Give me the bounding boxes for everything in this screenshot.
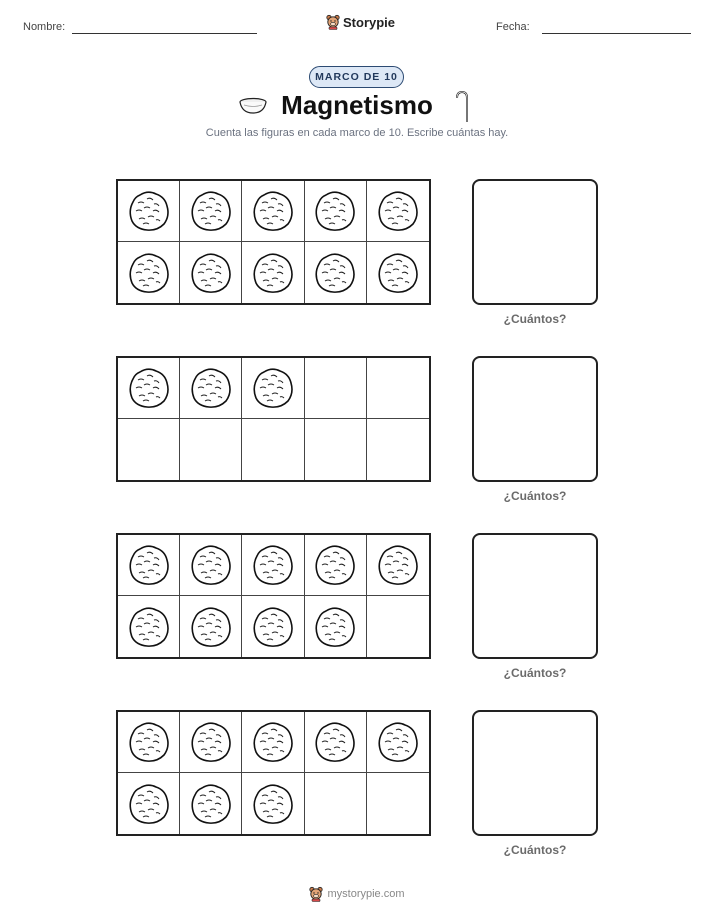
frame-cell: [305, 535, 367, 596]
storypie-bear-icon: [309, 886, 323, 902]
rock-icon: [189, 720, 233, 764]
frame-cell: [305, 712, 367, 773]
frame-cell: [242, 773, 304, 834]
rock-icon: [313, 251, 357, 295]
page-title: Magnetismo: [281, 90, 433, 120]
ten-frame-1: [116, 179, 431, 305]
rock-icon: [251, 366, 295, 410]
frame-cell: [180, 419, 242, 480]
rock-icon: [251, 782, 295, 826]
rock-icon: [251, 251, 295, 295]
rock-icon: [189, 605, 233, 649]
frame-cell: [367, 358, 429, 419]
frame-cell: [118, 358, 180, 419]
frame-cell: [367, 181, 429, 242]
rock-icon: [313, 189, 357, 233]
frame-cell: [180, 712, 242, 773]
name-label: Nombre:: [23, 21, 66, 33]
frame-cell: [367, 712, 429, 773]
rock-icon: [127, 251, 171, 295]
frame-cell: [118, 712, 180, 773]
rock-icon: [127, 366, 171, 410]
brand-logo: [326, 14, 395, 30]
frame-cell: [305, 596, 367, 657]
frame-cell: [242, 535, 304, 596]
rock-icon: [313, 543, 357, 587]
worksheet-badge: MARCO DE 10: [309, 66, 404, 88]
rock-icon: [313, 605, 357, 649]
rock-icon: [251, 543, 295, 587]
frame-cell: [242, 596, 304, 657]
frame-cell: [305, 181, 367, 242]
rock-icon: [313, 720, 357, 764]
frame-cell: [118, 535, 180, 596]
frame-cell: [305, 773, 367, 834]
frame-cell: [242, 712, 304, 773]
answer-box-1[interactable]: [472, 179, 598, 305]
rock-icon: [251, 189, 295, 233]
rock-icon: [376, 543, 420, 587]
name-line[interactable]: [72, 33, 257, 34]
question-label-2: ¿Cuántos?: [503, 489, 567, 503]
rock-icon: [189, 543, 233, 587]
footer: [0, 886, 714, 902]
footer-url: mystorypie.com: [327, 888, 405, 900]
frame-cell: [242, 358, 304, 419]
question-label-4: ¿Cuántos?: [503, 843, 567, 857]
frame-cell: [367, 242, 429, 303]
answer-box-2[interactable]: [472, 356, 598, 482]
frame-cell: [242, 181, 304, 242]
date-line[interactable]: [542, 33, 691, 34]
frame-cell: [118, 419, 180, 480]
answer-box-4[interactable]: [472, 710, 598, 836]
answer-box-3[interactable]: [472, 533, 598, 659]
rock-icon: [376, 251, 420, 295]
frame-cell: [367, 419, 429, 480]
frame-cell: [180, 535, 242, 596]
rock-icon: [376, 189, 420, 233]
cane-icon: [453, 90, 469, 124]
rock-icon: [189, 782, 233, 826]
frame-cell: [180, 358, 242, 419]
frame-cell: [242, 242, 304, 303]
rock-icon: [127, 605, 171, 649]
frame-cell: [305, 242, 367, 303]
date-label: Fecha:: [496, 21, 530, 33]
frame-cell: [367, 773, 429, 834]
rock-icon: [189, 366, 233, 410]
question-label-1: ¿Cuántos?: [503, 312, 567, 326]
ten-frame-3: [116, 533, 431, 659]
rock-icon: [251, 605, 295, 649]
frame-cell: [180, 596, 242, 657]
frame-cell: [367, 596, 429, 657]
frame-cell: [305, 358, 367, 419]
instructions: Cuenta las figuras en cada marco de 10. Escribe cuántas hay.: [205, 127, 509, 139]
rock-icon: [127, 782, 171, 826]
frame-cell: [180, 773, 242, 834]
rock-icon: [376, 720, 420, 764]
question-label-3: ¿Cuántos?: [503, 666, 567, 680]
frame-cell: [180, 181, 242, 242]
ten-frame-4: [116, 710, 431, 836]
rock-icon: [251, 720, 295, 764]
frame-cell: [118, 242, 180, 303]
rock-icon: [127, 720, 171, 764]
frame-cell: [118, 773, 180, 834]
frame-cell: [180, 242, 242, 303]
frame-cell: [118, 596, 180, 657]
frame-cell: [305, 419, 367, 480]
ten-frame-2: [116, 356, 431, 482]
frame-cell: [118, 181, 180, 242]
rock-icon: [127, 189, 171, 233]
frame-cell: [242, 419, 304, 480]
rock-icon: [189, 251, 233, 295]
storypie-bear-icon: [326, 14, 340, 30]
rock-icon: [189, 189, 233, 233]
frame-cell: [367, 535, 429, 596]
rock-icon: [127, 543, 171, 587]
brand-name: Storypie: [343, 14, 396, 30]
